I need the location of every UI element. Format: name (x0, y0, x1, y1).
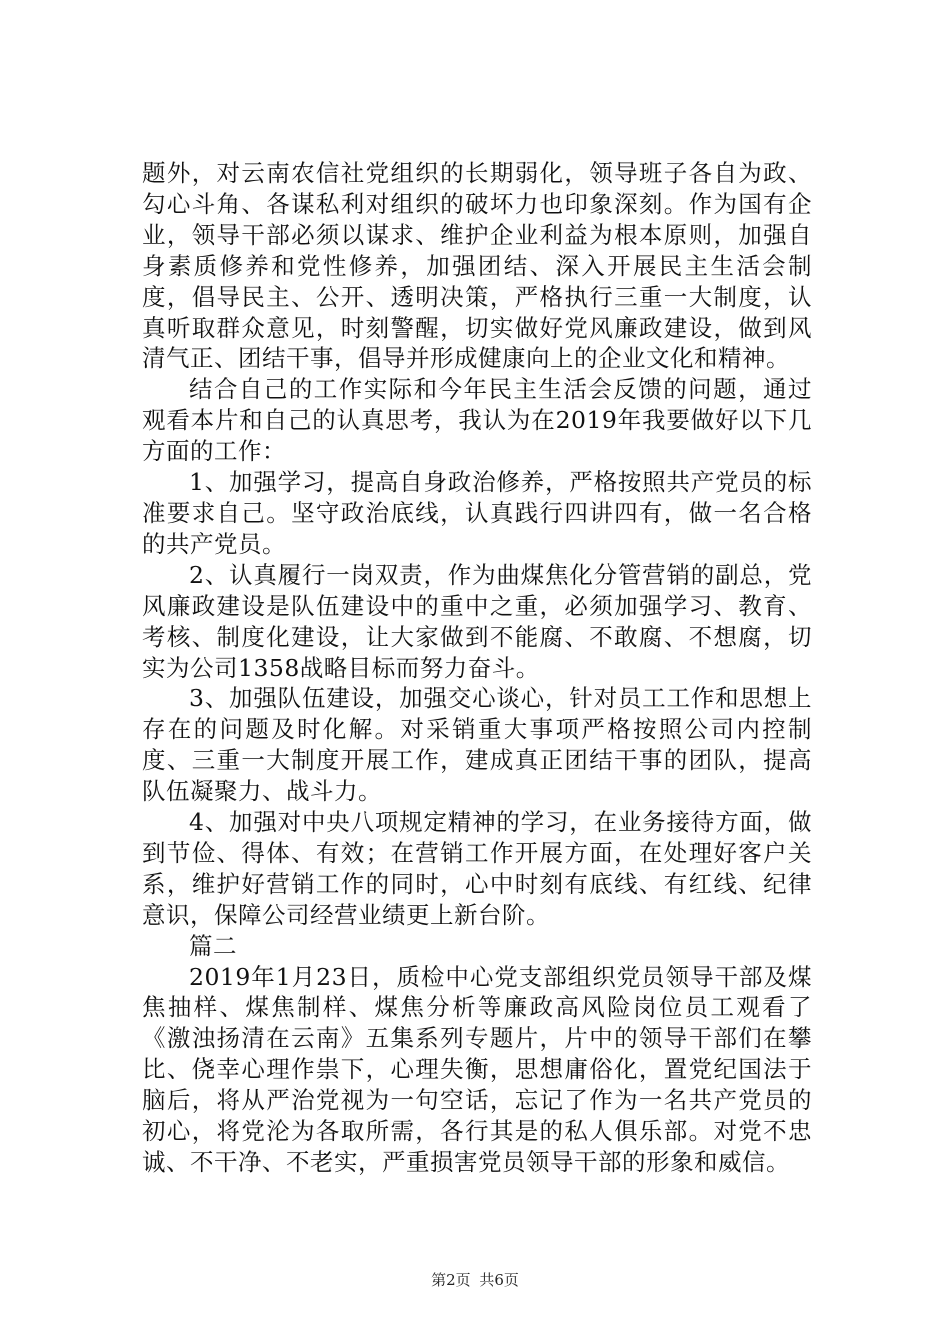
paragraph-item-4: 4、加强对中央八项规定精神的学习，在业务接待方面，做到节俭、得体、有效；在营销工作开展方面，在处理好客户关系，维护好营销工作的同时，心中时刻有底线、有红线、纪律意识，保障公司经营业绩更上新台阶。 (142, 808, 812, 929)
page-number: 第2页 (431, 1271, 471, 1289)
page-footer (0, 1270, 950, 1290)
paragraph-item-3: 3、加强队伍建设，加强交心谈心，针对员工工作和思想上存在的问题及时化解。对采销重大事项严格按照公司内控制度、三重一大制度开展工作，建成真正团结干事的团队，提高队伍凝聚力、战斗力。 (142, 684, 812, 806)
paragraph-item-2: 2、认真履行一岗双责，作为曲煤焦化分管营销的副总，党风廉政建设是队伍建设中的重中之重，必须加强学习、教育、考核、制度化建设，让大家做到不能腐、不敢腐、不想腐，切实为公司1358战略目标而努力奋斗。 (142, 560, 812, 682)
paragraph-intro: 结合自己的工作实际和今年民主生活会反馈的问题，通过观看本片和自己的认真思考，我认为在2019年我要做好以下几方面的工作： (142, 375, 812, 466)
paragraph-item-1: 1、加强学习，提高自身政治修养，严格按照共产党员的标准要求自己。坚守政治底线，认真践行四讲四有，做一名合格的共产党员。 (142, 468, 812, 558)
paragraph-continuation: 题外，对云南农信社党组织的长期弱化，领导班子各自为政、勾心斗角、各谋私利对组织的破坏力也印象深刻。作为国有企业，领导干部必须以谋求、维护企业利益为根本原则，加强自身素质修养和党性修养，加强团结、深入开展民主生活会制度，倡导民主、公开、透明决策，严格执行三重一大制度，认真听取群众意见，时刻警醒，切实做好党风廉政建设，做到风清气正、团结干事，倡导并形成健康向上的企业文化和精神。 (142, 159, 812, 373)
document-body (142, 158, 812, 1178)
section-heading: 篇二 (189, 931, 237, 960)
page-total: 共6页 (479, 1271, 519, 1289)
paragraph-section-2: 2019年1月23日，质检中心党支部组织党员领导干部及煤焦抽样、煤焦制样、煤焦分析等廉政高风险岗位员工观看了《激浊扬清在云南》五集系列专题片，片中的领导干部们在攀比、侥幸心理作祟下，心理失衡，思想庸俗化，置党纪国法于脑后，将从严治党视为一句空话，忘记了作为一名共产党员的初心，将党沦为各取所需，各行其是的私人俱乐部。对党不忠诚、不干净、不老实，严重损害党员领导干部的形象和威信。 (142, 962, 812, 1176)
